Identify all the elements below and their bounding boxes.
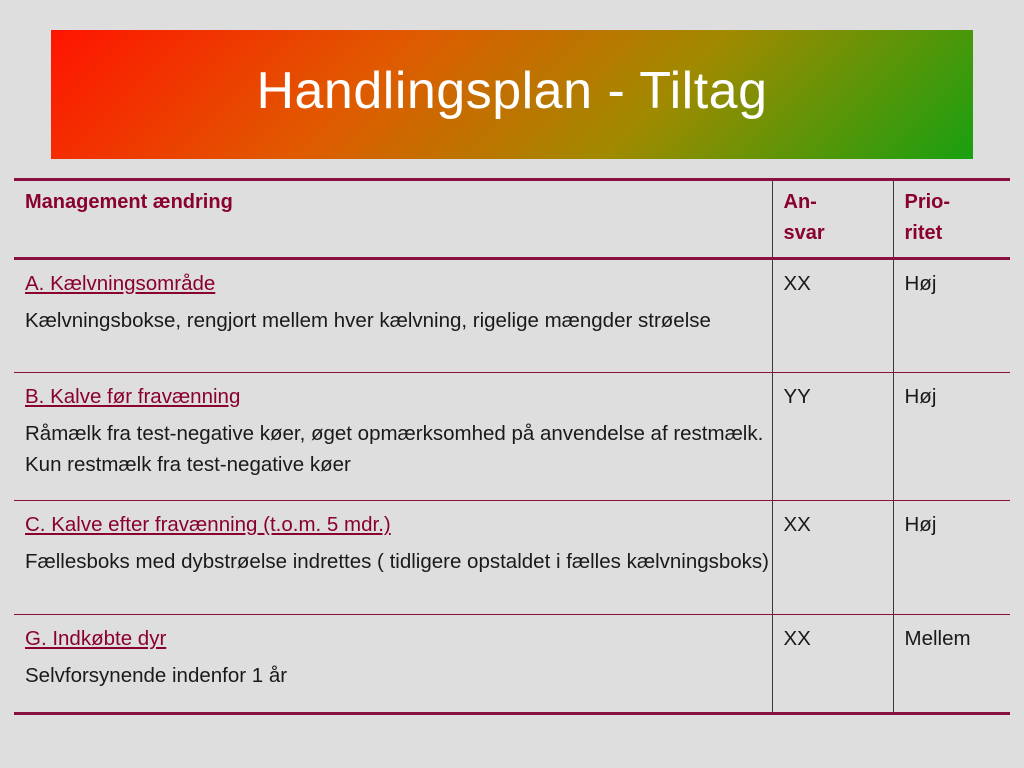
table-row (14, 373, 1010, 501)
action-plan-table (14, 178, 1010, 715)
measure-heading-link[interactable]: C. Kalve efter fravænning (t.o.m. 5 mdr.) (25, 513, 391, 536)
measure-cell (14, 615, 772, 714)
table-row (14, 259, 1010, 373)
header-prioritet: Prio- ritet (893, 180, 1010, 259)
measure-cell (14, 373, 772, 501)
table-row (14, 615, 1010, 714)
table-header-row (14, 180, 1010, 259)
table-row (14, 501, 1010, 615)
ansvar-cell: YY (772, 373, 893, 501)
header-ansvar: An- svar (772, 180, 893, 259)
ansvar-cell: XX (772, 615, 893, 714)
prioritet-cell: Høj (893, 373, 1010, 501)
title-banner (51, 30, 973, 159)
measure-description: Selvforsynende indenfor 1 år (25, 664, 288, 687)
slide-title: Handlingsplan - Tiltag (256, 61, 768, 120)
prioritet-cell: Høj (893, 501, 1010, 615)
measure-description: Fællesboks med dybstrøelse indrettes ( tidligere opstaldet i fælles kælvningsboks) (25, 550, 770, 573)
measure-heading-link[interactable]: G. Indkøbte dyr (25, 627, 167, 650)
prioritet-cell: Mellem (893, 615, 1010, 714)
measure-description: Råmælk fra test-negative køer, øget opmærksomhed på anvendelse af restmælk. Kun restmælk fra test-negative køer (25, 422, 764, 476)
ansvar-cell: XX (772, 501, 893, 615)
measure-description: Kælvningsbokse, rengjort mellem hver kælvning, rigelige mængder strøelse (25, 309, 711, 332)
measure-cell (14, 501, 772, 615)
measure-heading-link[interactable]: B. Kalve før fravænning (25, 385, 241, 408)
ansvar-cell: XX (772, 259, 893, 373)
prioritet-cell: Høj (893, 259, 1010, 373)
header-management: Management ændring (14, 180, 772, 259)
measure-heading-link[interactable]: A. Kælvningsområde (25, 272, 216, 295)
measure-cell (14, 259, 772, 373)
